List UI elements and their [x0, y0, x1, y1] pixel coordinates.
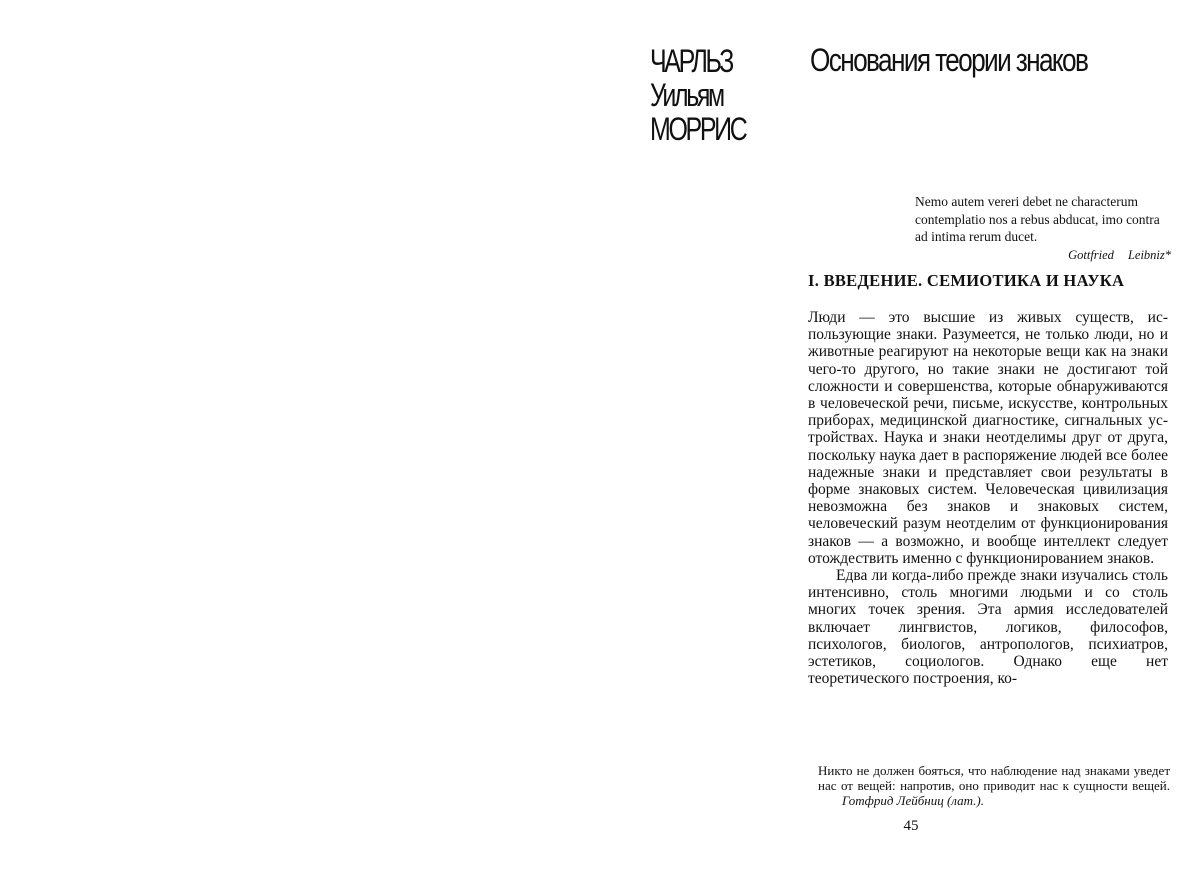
body-text — [808, 309, 1168, 687]
footnote-text: Никто не должен бояться, что наблюдение над знаками уведет нас от вещей: напротив, оно приводит нас к сущности вещей. — [818, 763, 1170, 793]
epigraph-author-first: Gottfried — [1068, 247, 1114, 262]
page-title: Основания теории знаков — [810, 42, 1088, 78]
section-heading: I. ВВЕДЕНИЕ. СЕМИОТИКА И НАУКА — [808, 271, 1125, 290]
author-name — [650, 44, 780, 146]
epigraph-author-last: Leibniz* — [1127, 247, 1171, 262]
footnote-attribution: Готфрид Лейбниц (лат.). — [842, 793, 985, 808]
epigraph-text: Nemo autem vereri debet ne characterum contemplatio nos a rebus abducat, imo contra ad intima rerum ducet. — [915, 194, 1160, 244]
epigraph — [915, 193, 1171, 264]
body-paragraph-1: Люди — это высшие из живых существ, использующие знаки. Разумеется, не только люди, но и животные реагируют на некоторые вещи как на знаки чего-то другого, но такие знаки не достигают той сложности и совершенства, которые обнаруживаются в человеческой речи, письме, искусстве, контрольных приборах, медицинской диагностике, сигнальных устройствах. Наука и знаки неотделимы друг от друга, поскольку наука дает в распоряжение людей все более надежные знаки и представляет свои результаты в форме знаковых систем. Человеческая цивилизация невозможна без знаков и знаковых систем, человеческий разум неотделим от функционирования знаков — а возможно, и вообще интеллект следует отождествить именно с функционированием знаков. — [808, 309, 1168, 567]
author-name-line-1: ЧАРЛЬЗ — [650, 43, 733, 79]
footnote — [818, 763, 1170, 808]
author-name-line-3: МОРРИС — [650, 111, 746, 147]
page-number: 45 — [903, 818, 919, 834]
body-paragraph-2: Едва ли когда-либо прежде знаки изучались столь интенсивно, столь многими людьми и со столь многих точек зрения. Эта армия исследователей включает лингвистов, логиков, философов, психологов, биологов, антропологов, психиатров, эстетиков, социологов. Однако еще нет теоретического построения, ко- — [808, 567, 1168, 688]
author-name-line-2: Уильям — [650, 77, 723, 113]
epigraph-author — [915, 247, 1171, 265]
